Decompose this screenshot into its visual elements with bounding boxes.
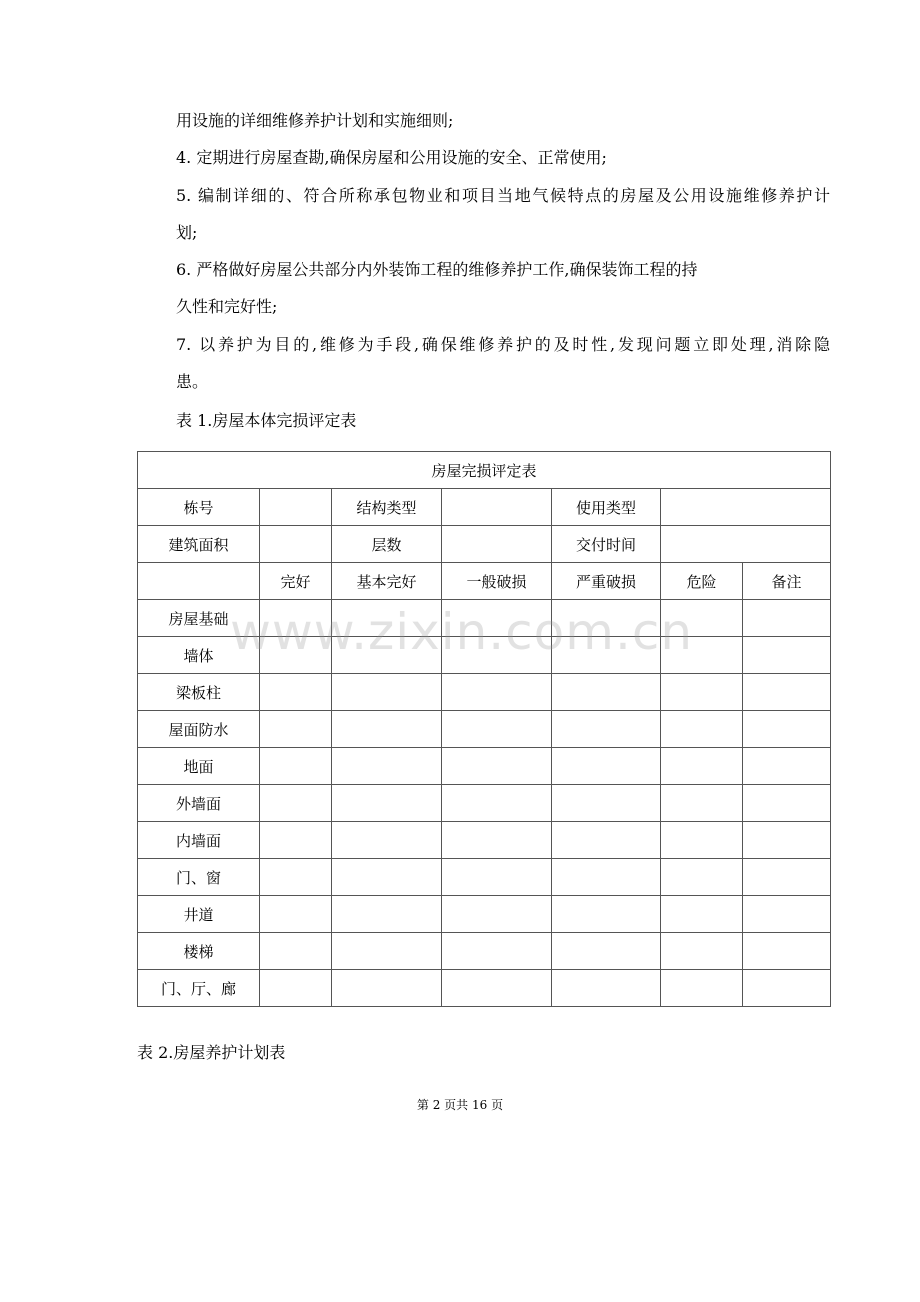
table-cell (332, 896, 442, 933)
row-label: 井道 (138, 896, 260, 933)
table-row (138, 711, 831, 748)
table-cell (332, 970, 442, 1007)
table-cell (332, 859, 442, 896)
table-cell (552, 970, 661, 1007)
table-cell (743, 637, 831, 674)
table-title-row (138, 452, 831, 489)
row-label: 地面 (138, 748, 260, 785)
table-cell (552, 674, 661, 711)
table-cell (442, 970, 552, 1007)
table-row (138, 859, 831, 896)
structure-type-value (442, 489, 552, 526)
delivery-time-value (661, 526, 831, 563)
table-row (138, 785, 831, 822)
row-label: 门、窗 (138, 859, 260, 896)
table-cell (442, 711, 552, 748)
usage-type-label: 使用类型 (552, 489, 661, 526)
table-cell (442, 822, 552, 859)
table-cell (552, 711, 661, 748)
table-row (138, 970, 831, 1007)
row-label: 墙体 (138, 637, 260, 674)
table-cell (442, 859, 552, 896)
row-label: 内墙面 (138, 822, 260, 859)
table-cell (552, 933, 661, 970)
table-header-row (138, 563, 831, 600)
floors-value (442, 526, 552, 563)
table-row (138, 822, 831, 859)
table-cell (442, 896, 552, 933)
table-cell (260, 711, 332, 748)
table-row (138, 896, 831, 933)
table-cell (743, 933, 831, 970)
table-row (138, 748, 831, 785)
table-cell (552, 748, 661, 785)
paragraph-line-3: 5. 编制详细的、符合所称承包物业和项目当地气候特点的房屋及公用设施维修养护计 (176, 186, 830, 205)
table-cell (661, 711, 743, 748)
table1-caption: 表 1.房屋本体完损评定表 (176, 411, 357, 430)
table-cell (442, 674, 552, 711)
row-label: 外墙面 (138, 785, 260, 822)
table-cell (442, 933, 552, 970)
table-cell (661, 674, 743, 711)
table-cell (552, 822, 661, 859)
table-cell (661, 970, 743, 1007)
table-cell (743, 970, 831, 1007)
table-cell (661, 933, 743, 970)
paragraph-line-1: 用设施的详细维修养护计划和实施细则; (176, 111, 454, 130)
table-cell (332, 785, 442, 822)
column-header: 基本完好 (332, 563, 442, 600)
table-cell (743, 785, 831, 822)
floors-label: 层数 (332, 526, 442, 563)
table-info-row-1 (138, 489, 831, 526)
table-cell (552, 859, 661, 896)
column-header: 一般破损 (442, 563, 552, 600)
paragraph-line-5: 6. 严格做好房屋公共部分内外装饰工程的维修养护工作,确保装饰工程的持 (176, 260, 698, 279)
table2-caption: 表 2.房屋养护计划表 (137, 1043, 286, 1062)
table-cell (260, 859, 332, 896)
table-title: 房屋完损评定表 (138, 452, 831, 489)
table-cell (661, 748, 743, 785)
structure-type-label: 结构类型 (332, 489, 442, 526)
building-no-label: 栋号 (138, 489, 260, 526)
paragraph-line-6: 久性和完好性; (176, 297, 278, 316)
row-label: 梁板柱 (138, 674, 260, 711)
table-cell (442, 785, 552, 822)
building-area-label: 建筑面积 (138, 526, 260, 563)
table-cell (260, 970, 332, 1007)
delivery-time-label: 交付时间 (552, 526, 661, 563)
table-cell (661, 822, 743, 859)
table-cell (743, 896, 831, 933)
row-label: 屋面防水 (138, 711, 260, 748)
usage-type-value (661, 489, 831, 526)
table-cell (661, 785, 743, 822)
table-row (138, 933, 831, 970)
table-cell (260, 933, 332, 970)
paragraph-line-8: 患。 (176, 372, 209, 391)
table-cell (260, 748, 332, 785)
building-area-value (260, 526, 332, 563)
table-cell (552, 785, 661, 822)
building-no-value (260, 489, 332, 526)
header-blank (138, 563, 260, 600)
paragraph-line-7: 7. 以养护为目的,维修为手段,确保维修养护的及时性,发现问题立即处理,消除隐 (176, 335, 830, 354)
table-cell (552, 896, 661, 933)
column-header: 危险 (661, 563, 743, 600)
table-cell (661, 896, 743, 933)
table-row (138, 674, 831, 711)
table-cell (332, 748, 442, 785)
column-header: 完好 (260, 563, 332, 600)
column-header: 严重破损 (552, 563, 661, 600)
paragraph-line-2: 4. 定期进行房屋查勘,确保房屋和公用设施的安全、正常使用; (176, 148, 607, 167)
table-cell (743, 748, 831, 785)
table-cell (260, 822, 332, 859)
page-footer: 第 2 页共 16 页 (416, 1098, 504, 1112)
table-cell (743, 822, 831, 859)
table-cell (743, 711, 831, 748)
paragraph-line-4: 划; (176, 223, 198, 242)
table-cell (332, 822, 442, 859)
table-cell (332, 674, 442, 711)
table-cell (332, 933, 442, 970)
row-label: 门、厅、廊 (138, 970, 260, 1007)
row-label: 楼梯 (138, 933, 260, 970)
table-cell (260, 785, 332, 822)
table-cell (260, 896, 332, 933)
table-cell (743, 674, 831, 711)
table-cell (743, 859, 831, 896)
table-info-row-2 (138, 526, 831, 563)
damage-evaluation-table (137, 451, 831, 1007)
row-label: 房屋基础 (138, 600, 260, 637)
column-header: 备注 (743, 563, 831, 600)
table-cell (442, 748, 552, 785)
watermark: www.zixin.com.cn (230, 603, 694, 661)
table-cell (743, 600, 831, 637)
table-cell (332, 711, 442, 748)
table-cell (661, 859, 743, 896)
table-cell (260, 674, 332, 711)
